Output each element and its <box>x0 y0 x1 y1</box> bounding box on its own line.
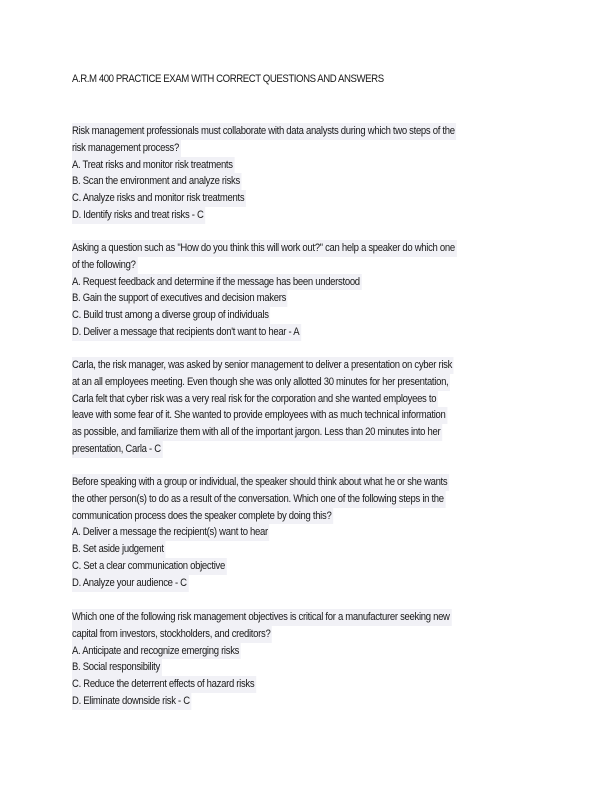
answer-option: A. Request feedback and determine if the message has been understood <box>72 274 362 291</box>
answer-option: B. Social responsibility <box>72 659 162 676</box>
question-block <box>72 474 612 592</box>
answer-option: C. Build trust among a diverse group of individuals <box>72 307 270 324</box>
answer-option: B. Scan the environment and analyze risks <box>72 173 242 190</box>
answer-option: D. Deliver a message that recipients don't want to hear - A <box>72 324 301 341</box>
answer-option: A. Deliver a message the recipient(s) want to hear <box>72 524 270 541</box>
answer-option: C. Analyze risks and monitor risk treatments <box>72 190 246 207</box>
question-text-line: leave with some fear of it. She wanted to provide employees with as much technical information <box>72 407 447 424</box>
question-text-line: presentation, Carla - C <box>72 441 163 458</box>
question-text-line: Carla, the risk manager, was asked by senior management to deliver a presentation on cyber risk <box>72 357 454 374</box>
question-text-line: the other person(s) to do as a result of the conversation. Which one of the following steps in the <box>72 491 446 508</box>
answer-option: D. Identify risks and treat risks - C <box>72 207 205 224</box>
question-text-line: as possible, and familiarize them with all of the important jargon. Less than 20 minutes into her <box>72 424 442 441</box>
answer-option: A. Treat risks and monitor risk treatments <box>72 157 234 174</box>
question-text-line: Asking a question such as "How do you think this will work out?" can help a speaker do which one <box>72 240 457 257</box>
question-block <box>72 240 612 341</box>
answer-option: A. Anticipate and recognize emerging risks <box>72 643 241 660</box>
document-title: A.R.M 400 PRACTICE EXAM WITH CORRECT QUESTIONS AND ANSWERS <box>72 73 384 85</box>
question-text-line: Before speaking with a group or individual, the speaker should think about what he or she wants <box>72 474 449 491</box>
question-text-line: capital from investors, stockholders, and creditors? <box>72 626 272 643</box>
answer-option: B. Gain the support of executives and decision makers <box>72 290 288 307</box>
question-text-line: Carla felt that cyber risk was a very real risk for the corporation and she wanted employees to <box>72 391 438 408</box>
question-text-line: communication process does the speaker complete by doing this? <box>72 508 333 525</box>
answer-option: B. Set aside judgement <box>72 541 165 558</box>
question-text-line: Risk management professionals must collaborate with data analysts during which two steps of the <box>72 123 456 140</box>
answer-option: C. Reduce the deterrent effects of hazard risks <box>72 676 256 693</box>
question-text-line: Which one of the following risk management objectives is critical for a manufacturer seeking new <box>72 609 451 626</box>
question-text-line: risk management process? <box>72 140 181 157</box>
question-text-line: of the following? <box>72 257 137 274</box>
question-block <box>72 609 612 710</box>
answer-option: D. Analyze your audience - C <box>72 575 188 592</box>
answer-option: C. Set a clear communication objective <box>72 558 227 575</box>
question-block <box>72 123 612 224</box>
question-block <box>72 357 612 458</box>
answer-option: D. Eliminate downside risk - C <box>72 693 192 710</box>
question-text-line: at an all employees meeting. Even though she was only allotted 30 minutes for her presentation, <box>72 374 450 391</box>
